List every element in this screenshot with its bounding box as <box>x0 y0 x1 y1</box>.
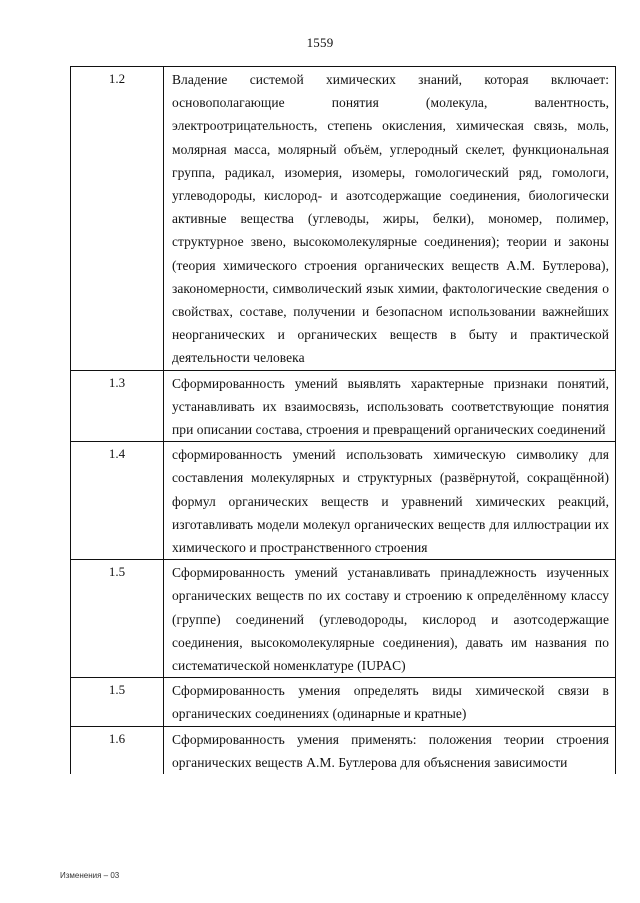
revision-footer: Изменения – 03 <box>60 871 120 880</box>
table-row <box>71 442 616 560</box>
row-number: 1.6 <box>71 726 164 774</box>
table-row <box>71 370 616 442</box>
table-row <box>71 560 616 678</box>
row-number: 1.3 <box>71 370 164 442</box>
row-text: сформированность умений использовать химическую символику для составления молекулярных и структурных (развёрнутой, сокращённой) формул органических веществ и уравнений химических реакций, изготавливать модели молекул органических веществ для иллюстрации их химического и пространственного строения <box>164 442 616 560</box>
row-text: Сформированность умения применять: положения теории строения органических веществ А.М. Бутлерова для объяснения зависимости <box>164 726 616 774</box>
table-row <box>71 67 616 371</box>
row-text: Сформированность умения определять виды химической связи в органических соединениях (одинарные и кратные) <box>164 678 616 726</box>
table-row <box>71 726 616 774</box>
row-text: Сформированность умений устанавливать принадлежность изученных органических веществ по их составу и строению к определённому классу (группе) соединений (углеводороды, кислород и азотсодержащие соединения, высокомолекулярные соединения), давать им названия по систематической номенклатуре (IUPAC) <box>164 560 616 678</box>
row-number: 1.5 <box>71 560 164 678</box>
table-row <box>71 678 616 726</box>
row-number: 1.5 <box>71 678 164 726</box>
row-text: Сформированность умений выявлять характерные признаки понятий, устанавливать их взаимосвязь, использовать соответствующие понятия при описании состава, строения и превращений органических соединений <box>164 370 616 442</box>
requirements-table <box>70 66 616 774</box>
row-number: 1.4 <box>71 442 164 560</box>
row-text: Владение системой химических знаний, которая включает: основополагающие понятия (молекула, валентность, электроотрицательность, степень окисления, химическая связь, моль, молярная масса, молярный объём, углеродный скелет, функциональная группа, радикал, изомерия, изомеры, гомологический ряд, гомологи, углеводороды, кислород- и азотсодержащие соединения, биологически активные вещества (углеводы, жиры, белки), мономер, полимер, структурное звено, высокомолекулярные соединения); теории и законы (теория химического строения органических веществ А.М. Бутлерова), закономерности, символический язык химии, фактологические сведения о свойствах, составе, получении и безопасном использовании важнейших неорганических и органических веществ в быту и практической деятельности человека <box>164 67 616 371</box>
row-number: 1.2 <box>71 67 164 371</box>
page-number: 1559 <box>306 35 334 50</box>
